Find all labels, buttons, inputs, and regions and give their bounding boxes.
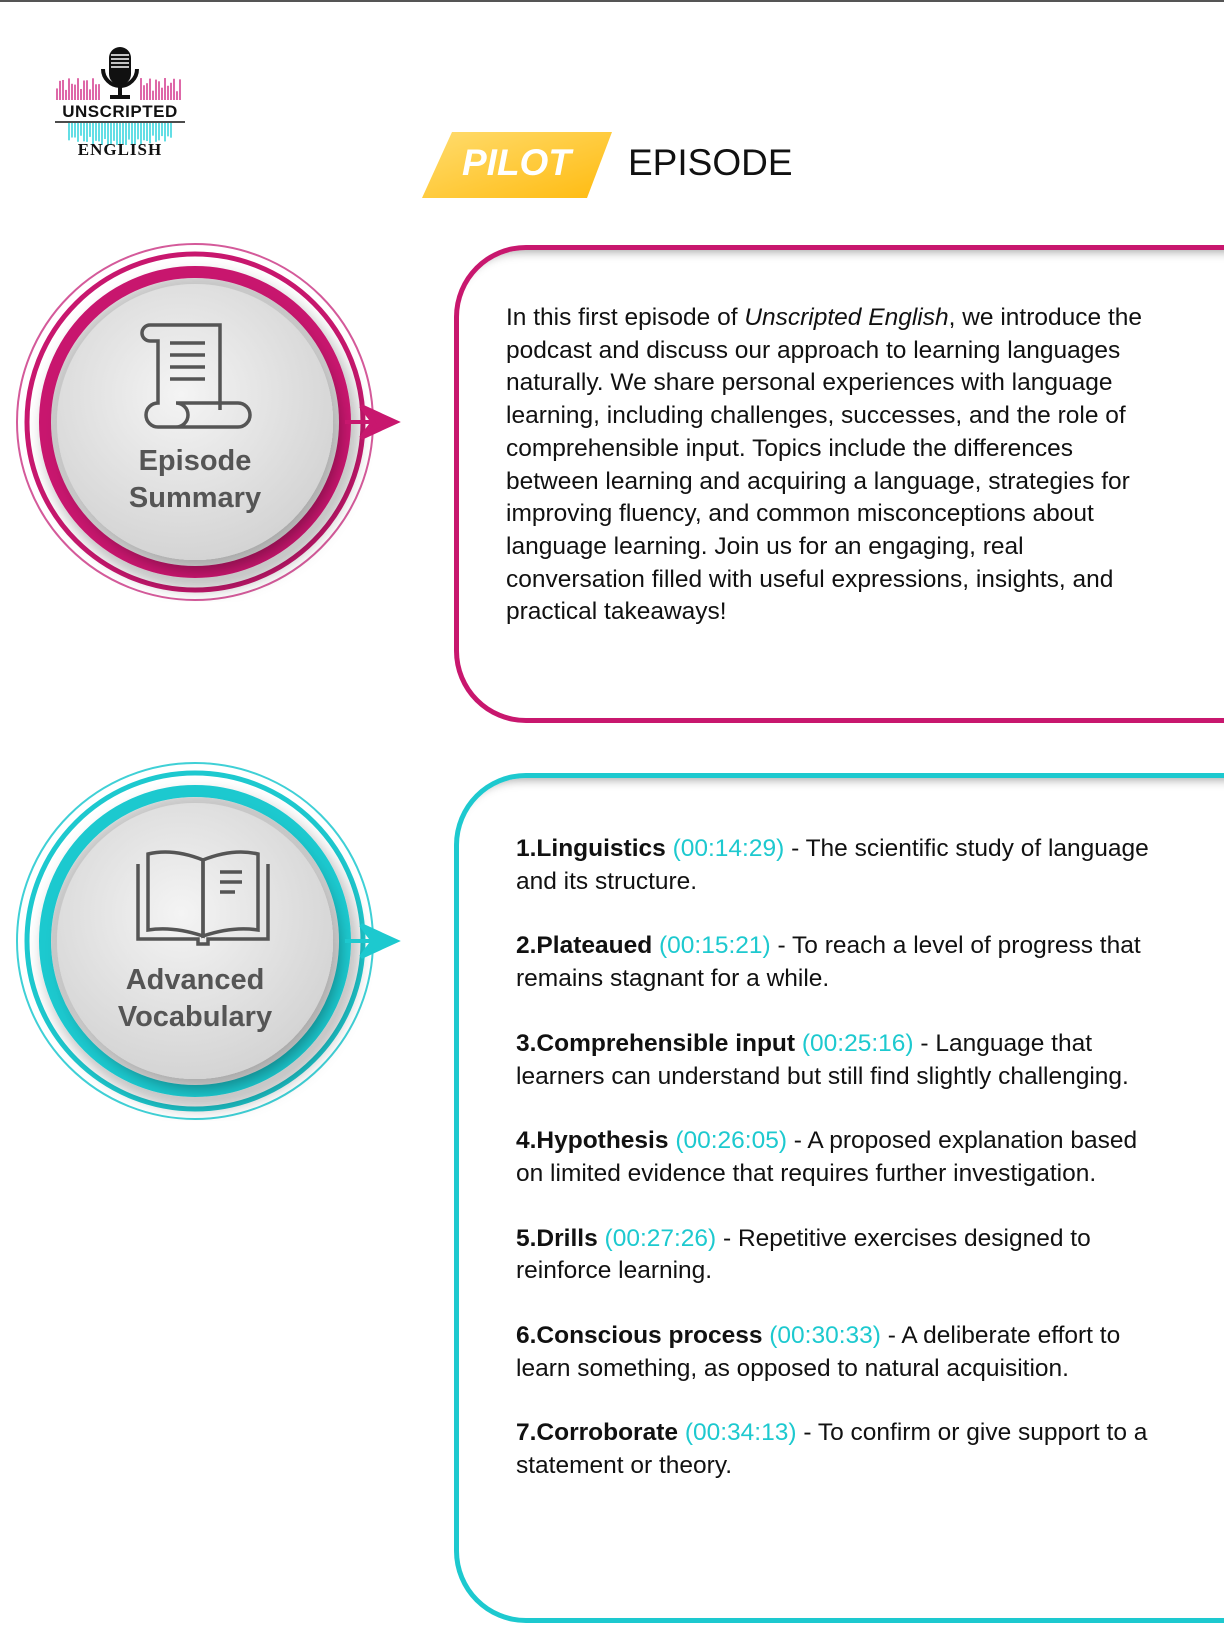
summary-text: , we introduce the podcast and discuss our approach to learning languages naturally. We share personal experiences with language learning, including challenges, successes, and the role of comprehensible input. Topics include the differences between learning and acquiring a language, strategies for improving fluency, and common misconceptions about language learning. Join us for an engaging, real conversation filled with useful expressions, insights, and practical takeaways! xyxy=(506,304,1143,626)
pilot-badge-label: PILOT xyxy=(462,142,571,183)
label-line: Advanced xyxy=(125,964,265,996)
vocab-timestamp: (00:25:16) xyxy=(801,1029,914,1057)
episode-summary-badge xyxy=(10,235,420,615)
vocab-definition: - To reach a level of progress that remains stagnant for a while. xyxy=(516,932,1141,993)
unscripted-english-logo xyxy=(55,45,185,165)
vocab-definition: - To confirm or give support to a statement or theory. xyxy=(516,1419,1148,1480)
microphone-icon xyxy=(55,45,185,105)
summary-text: In this first episode of xyxy=(506,304,745,331)
vocab-definition: - The scientific study of language and its structure. xyxy=(516,835,1149,895)
top-border xyxy=(0,0,1224,2)
vocab-definition: - Language that learners can understand but still find slightly challenging. xyxy=(516,1029,1129,1090)
vocab-timestamp: (00:14:29) xyxy=(672,835,785,862)
vocabulary-item xyxy=(516,833,1156,898)
label-line: Summary xyxy=(128,482,262,514)
label-line: Vocabulary xyxy=(117,1001,273,1033)
vocab-timestamp: (00:30:33) xyxy=(769,1322,881,1350)
vocab-timestamp: (00:34:13) xyxy=(684,1419,797,1447)
vocab-term: 6.Conscious process xyxy=(516,1322,763,1350)
label-line: Episode xyxy=(138,445,252,477)
episode-summary-label xyxy=(95,443,295,517)
vocabulary-list xyxy=(516,833,1156,1515)
vocabulary-item xyxy=(516,1125,1156,1190)
episode-summary-text xyxy=(506,302,1166,629)
page-title: EPISODE xyxy=(628,142,793,183)
vocab-term: 3.Comprehensible input xyxy=(516,1029,796,1057)
vocab-term: 1.Linguistics xyxy=(516,835,666,862)
vocab-term: 5.Drills xyxy=(516,1224,598,1252)
advanced-vocabulary-label xyxy=(95,962,295,1036)
vocabulary-item xyxy=(516,1417,1156,1482)
vocab-term: 2.Plateaued xyxy=(516,932,653,960)
vocab-term: 4.Hypothesis xyxy=(516,1127,669,1155)
vocabulary-item xyxy=(516,1223,1156,1288)
logo-title: UNSCRIPTED xyxy=(62,102,178,121)
advanced-vocabulary-badge xyxy=(10,754,420,1134)
vocabulary-item xyxy=(516,1320,1156,1385)
vocab-definition: - A deliberate effort to learn something, as opposed to natural acquisition. xyxy=(516,1322,1121,1382)
vocabulary-item xyxy=(516,1028,1156,1093)
vocab-term: 7.Corroborate xyxy=(516,1419,679,1447)
vocab-definition: - A proposed explanation based on limited evidence that requires further investigation. xyxy=(516,1127,1138,1187)
podcast-name: Unscripted English xyxy=(744,304,949,331)
vocab-timestamp: (00:26:05) xyxy=(675,1127,787,1155)
logo-subtitle: ENGLISH xyxy=(77,140,163,159)
vocab-definition: - Repetitive exercises designed to reinforce learning. xyxy=(516,1224,1091,1285)
vocab-timestamp: (00:27:26) xyxy=(604,1224,717,1252)
vocabulary-item xyxy=(516,930,1156,995)
vocab-timestamp: (00:15:21) xyxy=(659,932,771,960)
